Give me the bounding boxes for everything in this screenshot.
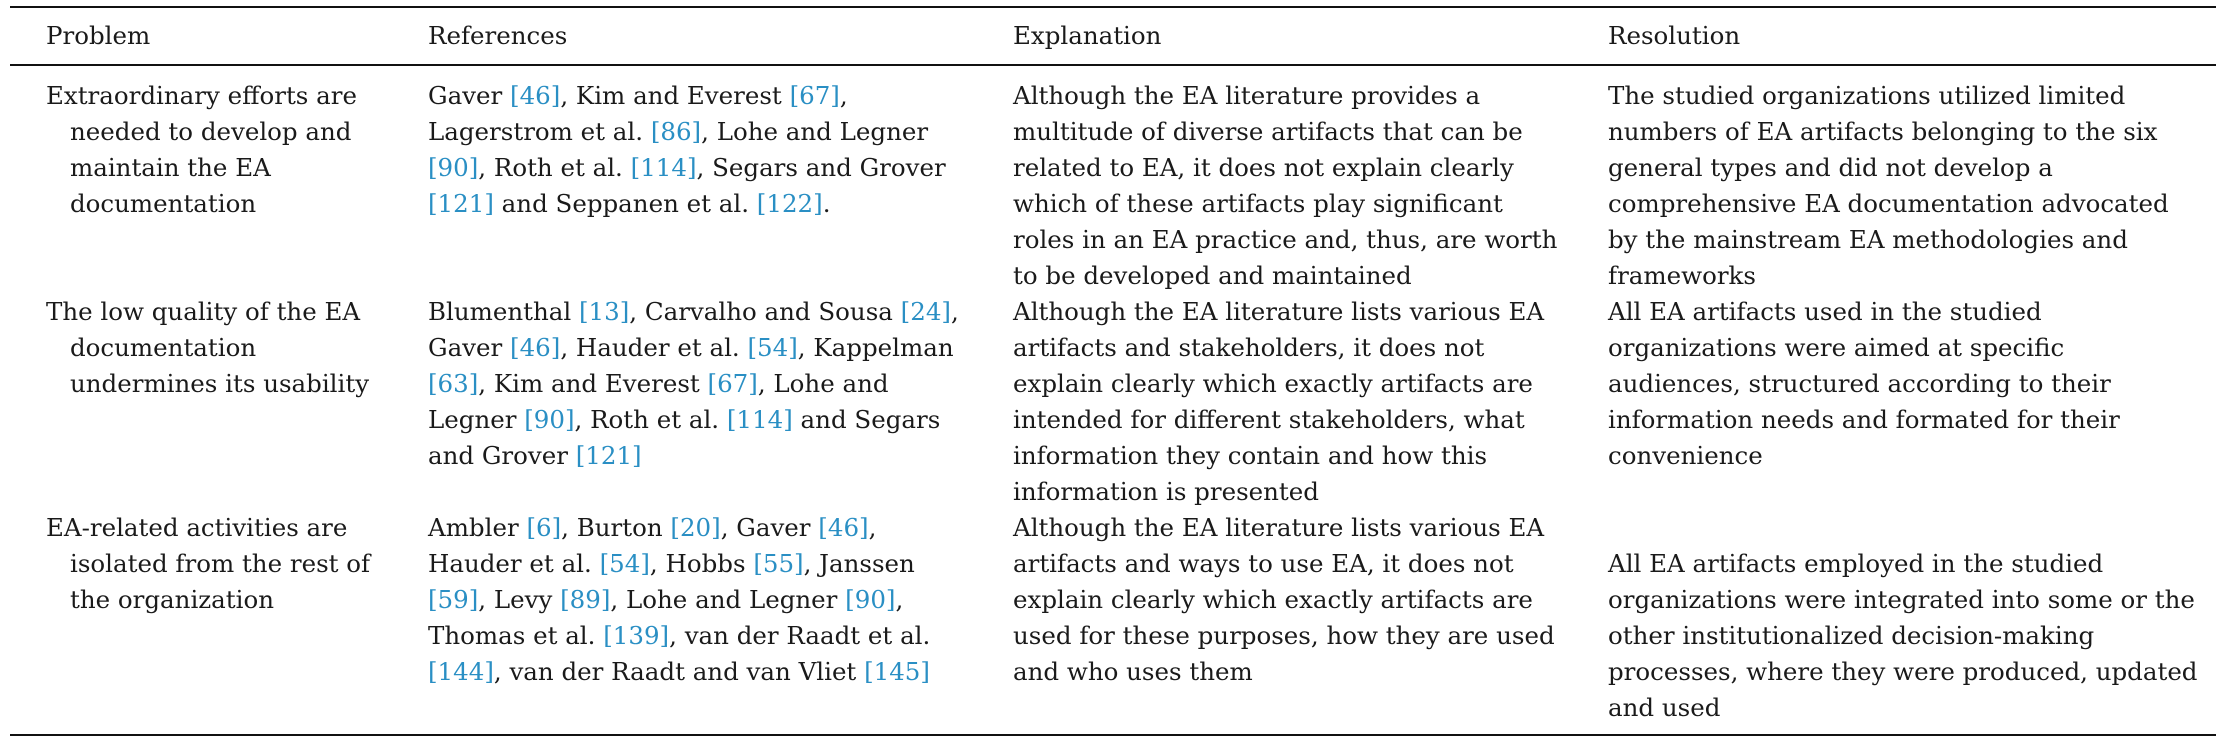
citation-link[interactable]: [67] xyxy=(789,81,840,110)
citation-link[interactable]: [67] xyxy=(707,369,758,398)
reference-text: Gaver xyxy=(428,81,511,110)
reference-text: , Burton xyxy=(561,513,671,542)
reference-text: and Segars and Grover xyxy=(428,405,941,470)
citation-link[interactable]: [90] xyxy=(845,585,896,614)
citation-link[interactable]: [63] xyxy=(428,369,479,398)
citation-link[interactable]: [145] xyxy=(864,657,930,686)
table-row xyxy=(10,510,2216,735)
references-cell xyxy=(392,65,977,294)
citation-link[interactable]: [54] xyxy=(747,333,798,362)
citation-link[interactable]: [121] xyxy=(575,441,642,470)
citation-link[interactable]: [86] xyxy=(650,117,702,146)
citation-link[interactable]: [55] xyxy=(753,549,804,578)
reference-text: , Hauder et al. xyxy=(560,333,748,362)
reference-text: , Roth et al. xyxy=(574,405,727,434)
reference-text: , Lohe and Legner xyxy=(610,585,846,614)
reference-text: and Seppanen et al. xyxy=(493,189,757,218)
resolution-cell: The studied organizations utilized limited numbers of EA artifacts belonging to the six general types and did not develop a comprehensive EA documentation advocated by the mainstream EA methodologies and frameworks xyxy=(1608,81,2169,290)
reference-text: , Levy xyxy=(478,585,561,614)
table-row xyxy=(10,294,2216,510)
table-header xyxy=(10,7,2216,65)
reference-text: , Lohe and Legner xyxy=(701,117,929,146)
header-row xyxy=(10,7,2216,65)
reference-text: , Kim and Everest xyxy=(560,81,790,110)
reference-text: , Hobbs xyxy=(649,549,754,578)
citation-link[interactable]: [139] xyxy=(603,621,670,650)
problems-table xyxy=(10,6,2216,736)
explanation-cell: Although the EA literature lists various EA artifacts and ways to use EA, it does not explain clearly which exactly artifacts are used for these purposes, how they are used and who uses them xyxy=(977,510,1572,735)
resolution-cell: All EA artifacts employed in the studied organizations were integrated into some or the other institutionalized decision-making processes, where they were produced, updated and used xyxy=(1572,510,2216,735)
citation-link[interactable]: [121] xyxy=(428,189,494,218)
table-body xyxy=(10,65,2216,735)
citation-link[interactable]: [114] xyxy=(726,405,793,434)
header-problem: Problem xyxy=(10,7,392,65)
explanation-cell: Although the EA literature lists various EA artifacts and stakeholders, it does not explain clearly which exactly artifacts are intended for different stakeholders, what information they contain and how this information is presented xyxy=(1013,297,1545,506)
citation-link[interactable]: [90] xyxy=(524,405,575,434)
reference-text: , van der Raadt and van Vliet xyxy=(493,657,865,686)
references-cell xyxy=(392,294,977,510)
reference-text: , Janssen xyxy=(803,549,915,578)
citation-link[interactable]: [46] xyxy=(510,333,561,362)
reference-text: , Segars and Grover xyxy=(696,153,946,182)
header-explanation: Explanation xyxy=(977,7,1572,65)
problem-cell: Extraordinary efforts are needed to develop and maintain the EA documentation xyxy=(46,81,357,218)
citation-link[interactable]: [54] xyxy=(599,549,650,578)
citation-link[interactable]: [24] xyxy=(900,297,951,326)
citation-link[interactable]: [13] xyxy=(578,297,630,326)
problem-cell: EA-related activities are isolated from the rest of the organization xyxy=(10,510,392,735)
citation-link[interactable]: [20] xyxy=(670,513,721,542)
reference-text: , Kim and Everest xyxy=(478,369,708,398)
citation-link[interactable]: [89] xyxy=(560,585,611,614)
citation-link[interactable]: [46] xyxy=(818,513,869,542)
header-references: References xyxy=(392,7,977,65)
comparison-table-container xyxy=(10,6,2216,736)
reference-text: , Roth et al. xyxy=(478,153,631,182)
citation-link[interactable]: [114] xyxy=(630,153,697,182)
citation-link[interactable]: [59] xyxy=(428,585,479,614)
reference-text: , Carvalho and Sousa xyxy=(629,297,901,326)
reference-text: Blumenthal xyxy=(428,297,579,326)
reference-text: , Gaver xyxy=(428,297,959,362)
problem-cell: The low quality of the EA documentation undermines its usability xyxy=(46,297,370,398)
citation-link[interactable]: [90] xyxy=(428,153,479,182)
citation-link[interactable]: [46] xyxy=(510,81,561,110)
reference-text: , van der Raadt et al. xyxy=(669,621,931,650)
reference-text: , Thomas et al. xyxy=(428,585,904,650)
resolution-cell: All EA artifacts used in the studied organizations were aimed at specific audiences, structured according to their information needs and formated for their convenience xyxy=(1608,297,2120,470)
reference-text: , Gaver xyxy=(720,513,819,542)
citation-link[interactable]: [122] xyxy=(756,189,823,218)
reference-text: , Kappelman xyxy=(797,333,954,362)
reference-text: , Hauder et al. xyxy=(428,513,877,578)
header-resolution: Resolution xyxy=(1572,7,2216,65)
reference-text: Ambler xyxy=(428,513,527,542)
reference-text: . xyxy=(822,189,831,218)
references-cell xyxy=(392,510,977,735)
reference-text: , Lagerstrom et al. xyxy=(428,81,848,146)
table-row xyxy=(10,65,2216,294)
citation-link[interactable]: [144] xyxy=(428,657,494,686)
reference-text: , Lohe and Legner xyxy=(428,369,889,434)
citation-link[interactable]: [6] xyxy=(526,513,562,542)
explanation-cell: Although the EA literature provides a multitude of diverse artifacts that can be related to EA, it does not explain clearly which of these artifacts play significant roles in an EA practice and, thus, are worth to be developed and maintained xyxy=(1013,81,1558,290)
